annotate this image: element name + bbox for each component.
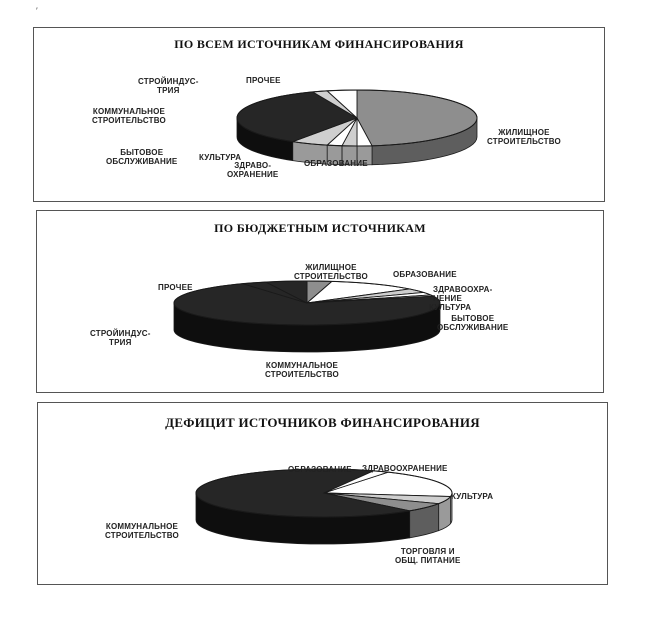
label-construction-industry: СТРОЙИНДУС- ТРИЯ bbox=[138, 77, 199, 95]
label-housing: ЖИЛИЩНОЕ СТРОИТЕЛЬСТВО bbox=[294, 263, 368, 281]
chart-title: ПО БЮДЖЕТНЫМ ИСТОЧНИКАМ bbox=[214, 221, 426, 235]
label-communal: КОММУНАЛЬНОЕ СТРОИТЕЛЬСТВО bbox=[92, 107, 166, 125]
chart-panel-deficit bbox=[37, 402, 608, 585]
label-healthcare: ЗДРАВО- ОХРАНЕНИЕ bbox=[227, 161, 279, 179]
label-culture: КУЛЬТУРА bbox=[451, 492, 494, 501]
label-healthcare: ЗДРАВООХРАНЕНИЕ bbox=[362, 464, 448, 473]
label-healthcare: ЗДРАВООХРА- НЕНИЕ bbox=[433, 285, 493, 303]
chart-title: ПО ВСЕМ ИСТОЧНИКАМ ФИНАНСИРОВАНИЯ bbox=[174, 37, 464, 51]
label-education: ОБРАЗОВАНИЕ bbox=[393, 270, 457, 279]
label-housing: ЖИЛИЩНОЕ СТРОИТЕЛЬСТВО bbox=[487, 128, 561, 146]
scan-mark: ′ bbox=[36, 6, 38, 16]
label-trade-catering: ТОРГОВЛЯ И ОБЩ. ПИТАНИЕ bbox=[395, 547, 461, 565]
label-other: ПРОЧЕЕ bbox=[246, 76, 281, 85]
label-culture: КУЛЬТУРА bbox=[199, 153, 242, 162]
label-household: БЫТОВОЕ ОБСЛУЖИВАНИЕ bbox=[106, 148, 178, 166]
chart-panel-all-sources bbox=[33, 27, 605, 202]
pie-chart-deficit bbox=[38, 403, 609, 586]
label-culture: КУЛЬТУРА bbox=[429, 303, 472, 312]
label-communal: КОММУНАЛЬНОЕ СТРОИТЕЛЬСТВО bbox=[265, 361, 339, 379]
chart-title: ДЕФИЦИТ ИСТОЧНИКОВ ФИНАНСИРОВАНИЯ bbox=[165, 415, 480, 430]
label-household: БЫТОВОЕ ОБСЛУЖИВАНИЕ bbox=[437, 314, 509, 332]
label-construction-industry: СТРОЙИНДУС- ТРИЯ bbox=[90, 329, 151, 347]
label-education: ОБРАЗОВАНИЕ bbox=[288, 465, 352, 474]
chart-panel-budget-sources bbox=[36, 210, 604, 393]
label-other: ПРОЧЕЕ bbox=[158, 283, 193, 292]
label-education: ОБРАЗОВАНИЕ bbox=[304, 159, 368, 168]
label-communal: КОММУНАЛЬНОЕ СТРОИТЕЛЬСТВО bbox=[105, 522, 179, 540]
